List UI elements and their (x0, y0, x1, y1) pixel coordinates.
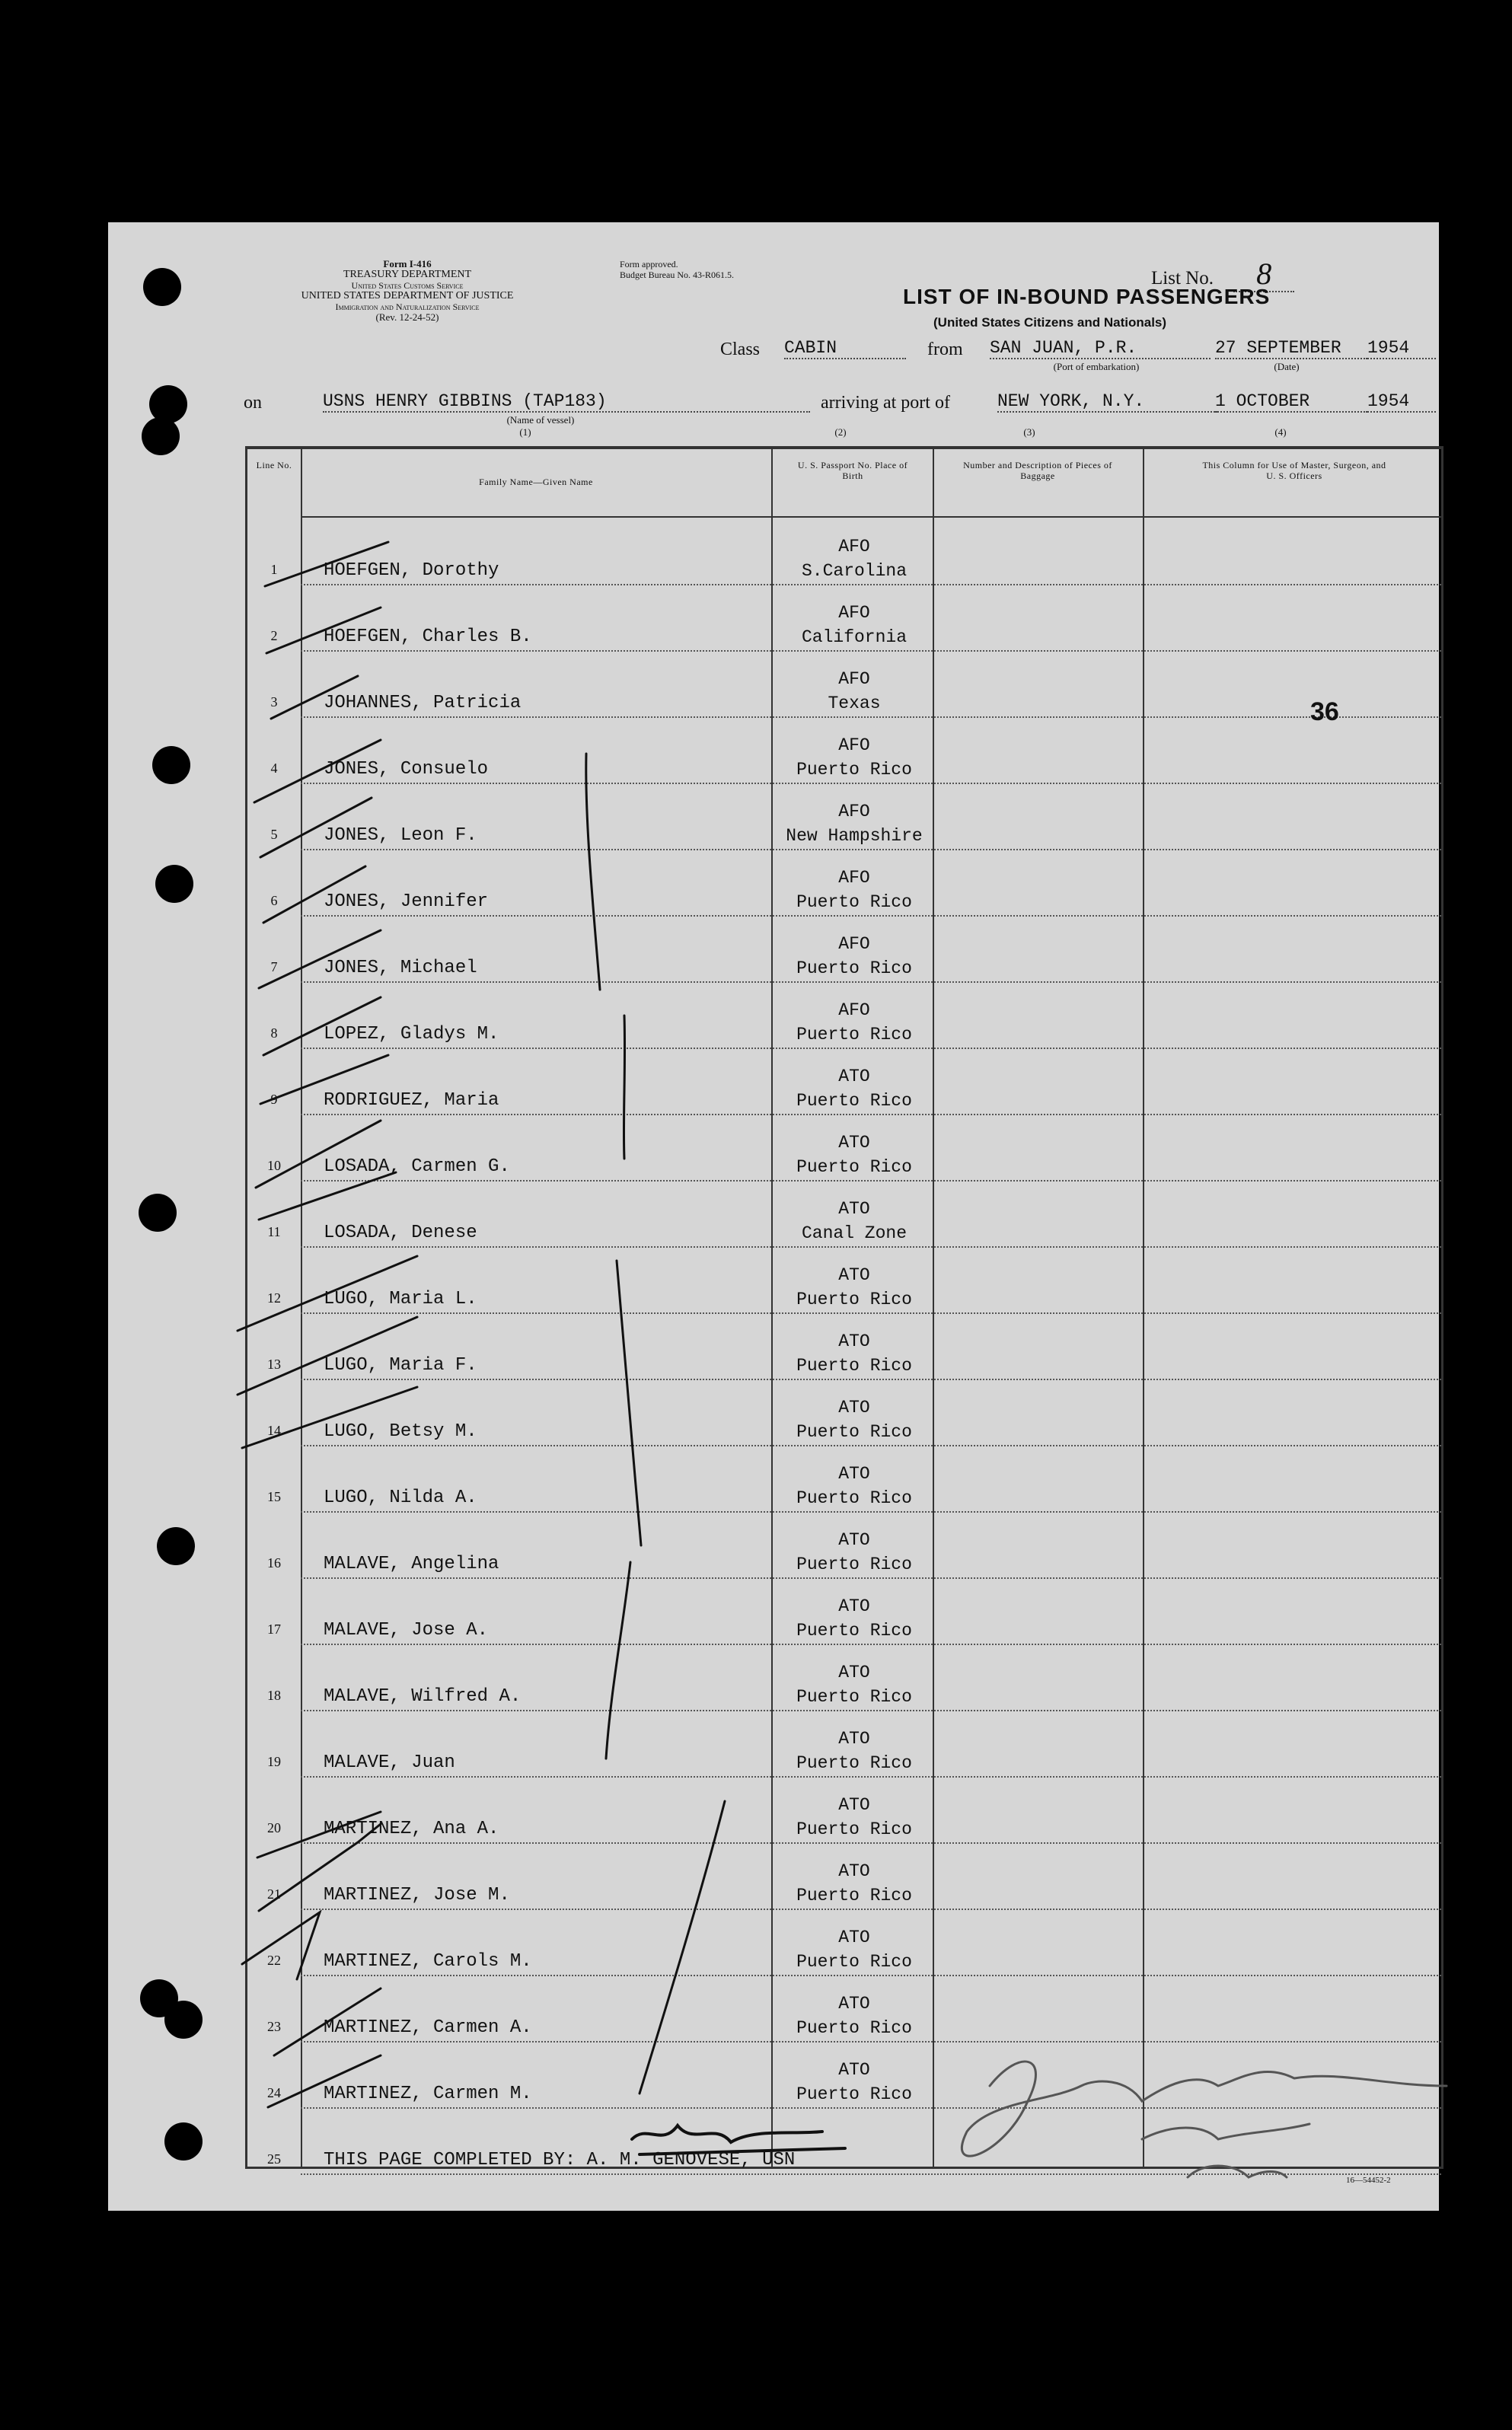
passport-number: AFO (838, 934, 870, 954)
line-number: 23 (267, 2019, 281, 2034)
line-number: 5 (270, 827, 278, 842)
table-row (247, 652, 1441, 718)
class-value: CABIN (784, 338, 906, 359)
customs-label: United States Customs Service (351, 280, 464, 291)
table-row (247, 1248, 1441, 1314)
line-number: 9 (270, 1092, 278, 1107)
col-caption-3: (3) (1023, 426, 1035, 438)
table-row (247, 1513, 1441, 1579)
revision-label: (Rev. 12-24-52) (375, 311, 439, 323)
passport-number: ATO (838, 1331, 870, 1351)
line-number: 25 (267, 2151, 281, 2167)
arrival-year: 1954 (1367, 391, 1436, 413)
passenger-name: HOEFGEN, Charles B. (324, 627, 532, 647)
place-of-birth: California (801, 627, 908, 647)
class-label: Class (720, 340, 761, 359)
line-number: 20 (267, 1820, 281, 1835)
line-number: 16 (267, 1555, 281, 1571)
table-row (247, 1579, 1441, 1645)
passenger-name: MARTINEZ, Ana A. (324, 1819, 499, 1839)
passport-number: ATO (838, 1464, 870, 1484)
passenger-name: MALAVE, Juan (324, 1752, 455, 1773)
table-row (247, 1910, 1441, 1976)
punch-hole (164, 2122, 203, 2161)
header-passport: U. S. Passport No. Place of Birth (797, 460, 908, 481)
line-number: 17 (267, 1622, 281, 1637)
line-number: 2 (270, 628, 278, 643)
header-officers: This Column for Use of Master, Surgeon, and U. S. Officers (1202, 460, 1386, 481)
from-label: from (927, 340, 963, 359)
line-number: 3 (270, 694, 278, 710)
table-row (247, 718, 1441, 784)
table-row (247, 1446, 1441, 1513)
line-number: 8 (270, 1025, 278, 1041)
table-row (247, 850, 1441, 917)
line-number: 14 (267, 1423, 281, 1438)
line-number: 1 (270, 562, 278, 577)
line-number: 12 (267, 1290, 281, 1306)
table-row (247, 784, 1441, 850)
on-label: on (244, 393, 262, 413)
passport-number: ATO (838, 1928, 870, 1947)
col-caption-1: (1) (519, 426, 531, 438)
passport-number: AFO (838, 802, 870, 821)
place-of-birth: Puerto Rico (796, 1025, 912, 1044)
line-number: 6 (270, 893, 278, 908)
place-of-birth: Puerto Rico (796, 1356, 912, 1376)
table-row (247, 1976, 1441, 2043)
place-of-birth: Puerto Rico (796, 2018, 912, 2038)
passport-number: ATO (838, 1199, 870, 1219)
line-number: 21 (267, 1886, 281, 1902)
passport-number: ATO (838, 1861, 870, 1881)
line-number: 22 (267, 1953, 281, 1968)
place-of-birth: Puerto Rico (796, 760, 912, 780)
passenger-name: MARTINEZ, Carols M. (324, 1951, 532, 1972)
place-of-birth: Puerto Rico (796, 892, 912, 912)
passport-number: ATO (838, 1398, 870, 1418)
punch-hole (143, 268, 181, 306)
ins-label: Immigration and Naturalization Service (335, 301, 480, 312)
place-of-birth: Puerto Rico (796, 1422, 912, 1442)
header-line-no: Line No. (256, 460, 292, 470)
passenger-name: JONES, Michael (324, 958, 477, 978)
punch-hole (139, 1194, 177, 1232)
place-of-birth: Canal Zone (801, 1223, 908, 1243)
passenger-name: JOHANNES, Patricia (324, 693, 522, 713)
header-baggage: Number and Description of Pieces of Baggage (963, 460, 1112, 481)
col-caption-4: (4) (1274, 426, 1287, 438)
passenger-name: MARTINEZ, Carmen M. (324, 2084, 532, 2104)
place-of-birth: Puerto Rico (796, 1753, 912, 1773)
table-row (247, 1380, 1441, 1446)
vessel-caption: (Name of vessel) (506, 414, 575, 426)
passenger-name: LUGO, Maria L. (324, 1289, 477, 1309)
passport-number: AFO (838, 537, 870, 556)
table-row (247, 1645, 1441, 1711)
place-of-birth: New Hampshire (786, 826, 923, 846)
date-caption: (Date) (1274, 361, 1300, 372)
passenger-name: JONES, Jennifer (324, 891, 489, 912)
col-caption-2: (2) (834, 426, 847, 438)
punch-hole (152, 746, 190, 784)
treasury-label: TREASURY DEPARTMENT (343, 269, 472, 280)
place-of-birth: Puerto Rico (796, 1886, 912, 1905)
line-number: 18 (267, 1688, 281, 1703)
line-number: 19 (267, 1754, 281, 1769)
passenger-name: JONES, Consuelo (324, 759, 489, 780)
place-of-birth: Puerto Rico (796, 1091, 912, 1111)
table-row (247, 1844, 1441, 1910)
passport-number: AFO (838, 1000, 870, 1020)
embark-date: 27 SEPTEMBER (1215, 338, 1367, 359)
vessel-name: USNS HENRY GIBBINS (TAP183) (323, 391, 810, 413)
passport-number: AFO (838, 735, 870, 755)
embark-port: SAN JUAN, P.R. (990, 338, 1211, 359)
table-row (247, 1314, 1441, 1380)
form-number: Form I-416 (383, 258, 432, 269)
place-of-birth: Puerto Rico (796, 1488, 912, 1508)
passport-number: AFO (838, 868, 870, 888)
passport-number: ATO (838, 2060, 870, 2080)
line-number: 15 (267, 1489, 281, 1504)
passport-number: ATO (838, 1067, 870, 1086)
table-row (247, 983, 1441, 1049)
line-number: 10 (267, 1158, 281, 1173)
passport-number: ATO (838, 1729, 870, 1749)
passport-number: ATO (838, 1265, 870, 1285)
form-approval-block (620, 259, 734, 280)
table-row (247, 1049, 1441, 1115)
passenger-name: MALAVE, Angelina (324, 1554, 499, 1574)
passport-number: AFO (838, 603, 870, 623)
form-agency-block (228, 259, 586, 323)
place-of-birth: Puerto Rico (796, 1952, 912, 1972)
passenger-name: MALAVE, Wilfred A. (324, 1686, 522, 1707)
table-row (247, 519, 1441, 585)
bureau-label: Budget Bureau No. 43-R061.5. (620, 269, 734, 280)
table-row (247, 1711, 1441, 1778)
arrival-port: NEW YORK, N.Y. (997, 391, 1218, 413)
passport-number: ATO (838, 1795, 870, 1815)
line-number: 11 (267, 1224, 281, 1239)
passport-number: ATO (838, 1994, 870, 2014)
passenger-name: LUGO, Betsy M. (324, 1421, 477, 1442)
punch-hole (157, 1527, 195, 1565)
passenger-name: RODRIGUEZ, Maria (324, 1090, 499, 1111)
passenger-table (245, 446, 1443, 2169)
footer-code: 16—54452-2 (1346, 2176, 1391, 2185)
arrival-date: 1 OCTOBER (1215, 391, 1367, 413)
punch-hole (164, 2001, 203, 2039)
embark-year: 1954 (1367, 338, 1436, 359)
approval-label: Form approved. (620, 259, 678, 269)
place-of-birth: Puerto Rico (796, 1157, 912, 1177)
list-no-label: List No. (1151, 268, 1214, 289)
punch-hole (142, 417, 180, 455)
place-of-birth: Texas (828, 694, 881, 713)
place-of-birth: Puerto Rico (796, 958, 912, 978)
line-number: 24 (267, 2085, 281, 2100)
justice-label: UNITED STATES DEPARTMENT OF JUSTICE (301, 290, 514, 301)
form-title: LIST OF IN-BOUND PASSENGERS (903, 285, 1271, 308)
table-row (247, 917, 1441, 983)
embark-caption: (Port of embarkation) (1053, 361, 1140, 372)
passenger-name: LUGO, Maria F. (324, 1355, 477, 1376)
table-row (247, 2109, 1441, 2175)
line-number: 13 (267, 1357, 281, 1372)
passenger-name: LUGO, Nilda A. (324, 1488, 477, 1508)
arriving-label: arriving at port of (821, 393, 950, 413)
table-row (247, 1778, 1441, 1844)
table-row (247, 1182, 1441, 1248)
passenger-name: LOPEZ, Gladys M. (324, 1024, 499, 1044)
line-number: 7 (270, 959, 278, 974)
passenger-name: MARTINEZ, Carmen A. (324, 2017, 532, 2038)
list-no-value: 8 (1233, 257, 1294, 292)
officer-note: 36 (1310, 697, 1339, 726)
place-of-birth: Puerto Rico (796, 1555, 912, 1574)
place-of-birth: Puerto Rico (796, 2084, 912, 2104)
passenger-name: LOSADA, Carmen G. (324, 1156, 510, 1177)
passenger-name: HOEFGEN, Dorothy (324, 560, 499, 581)
table-row (247, 585, 1441, 652)
place-of-birth: Puerto Rico (796, 1621, 912, 1641)
passenger-name: LOSADA, Denese (324, 1223, 477, 1243)
place-of-birth: Puerto Rico (796, 1687, 912, 1707)
place-of-birth: Puerto Rico (796, 1290, 912, 1309)
passport-number: ATO (838, 1663, 870, 1682)
table-row (247, 2043, 1441, 2109)
punch-hole (155, 865, 193, 903)
passenger-name: JONES, Leon F. (324, 825, 477, 846)
passport-number: ATO (838, 1596, 870, 1616)
passenger-name: MARTINEZ, Jose M. (324, 1885, 510, 1905)
place-of-birth: S.Carolina (801, 561, 908, 581)
passport-number: ATO (838, 1133, 870, 1153)
passenger-name: THIS PAGE COMPLETED BY: A. M. GENOVESE, USN (324, 2150, 796, 2170)
table-row (247, 1115, 1441, 1182)
passport-number: AFO (838, 669, 870, 689)
place-of-birth: Puerto Rico (796, 1819, 912, 1839)
form-subtitle: (United States Citizens and Nationals) (933, 315, 1167, 330)
header-name: Family Name—Given Name (479, 477, 593, 487)
passenger-name: MALAVE, Jose A. (324, 1620, 489, 1641)
passport-number: ATO (838, 1530, 870, 1550)
line-number: 4 (270, 761, 278, 776)
